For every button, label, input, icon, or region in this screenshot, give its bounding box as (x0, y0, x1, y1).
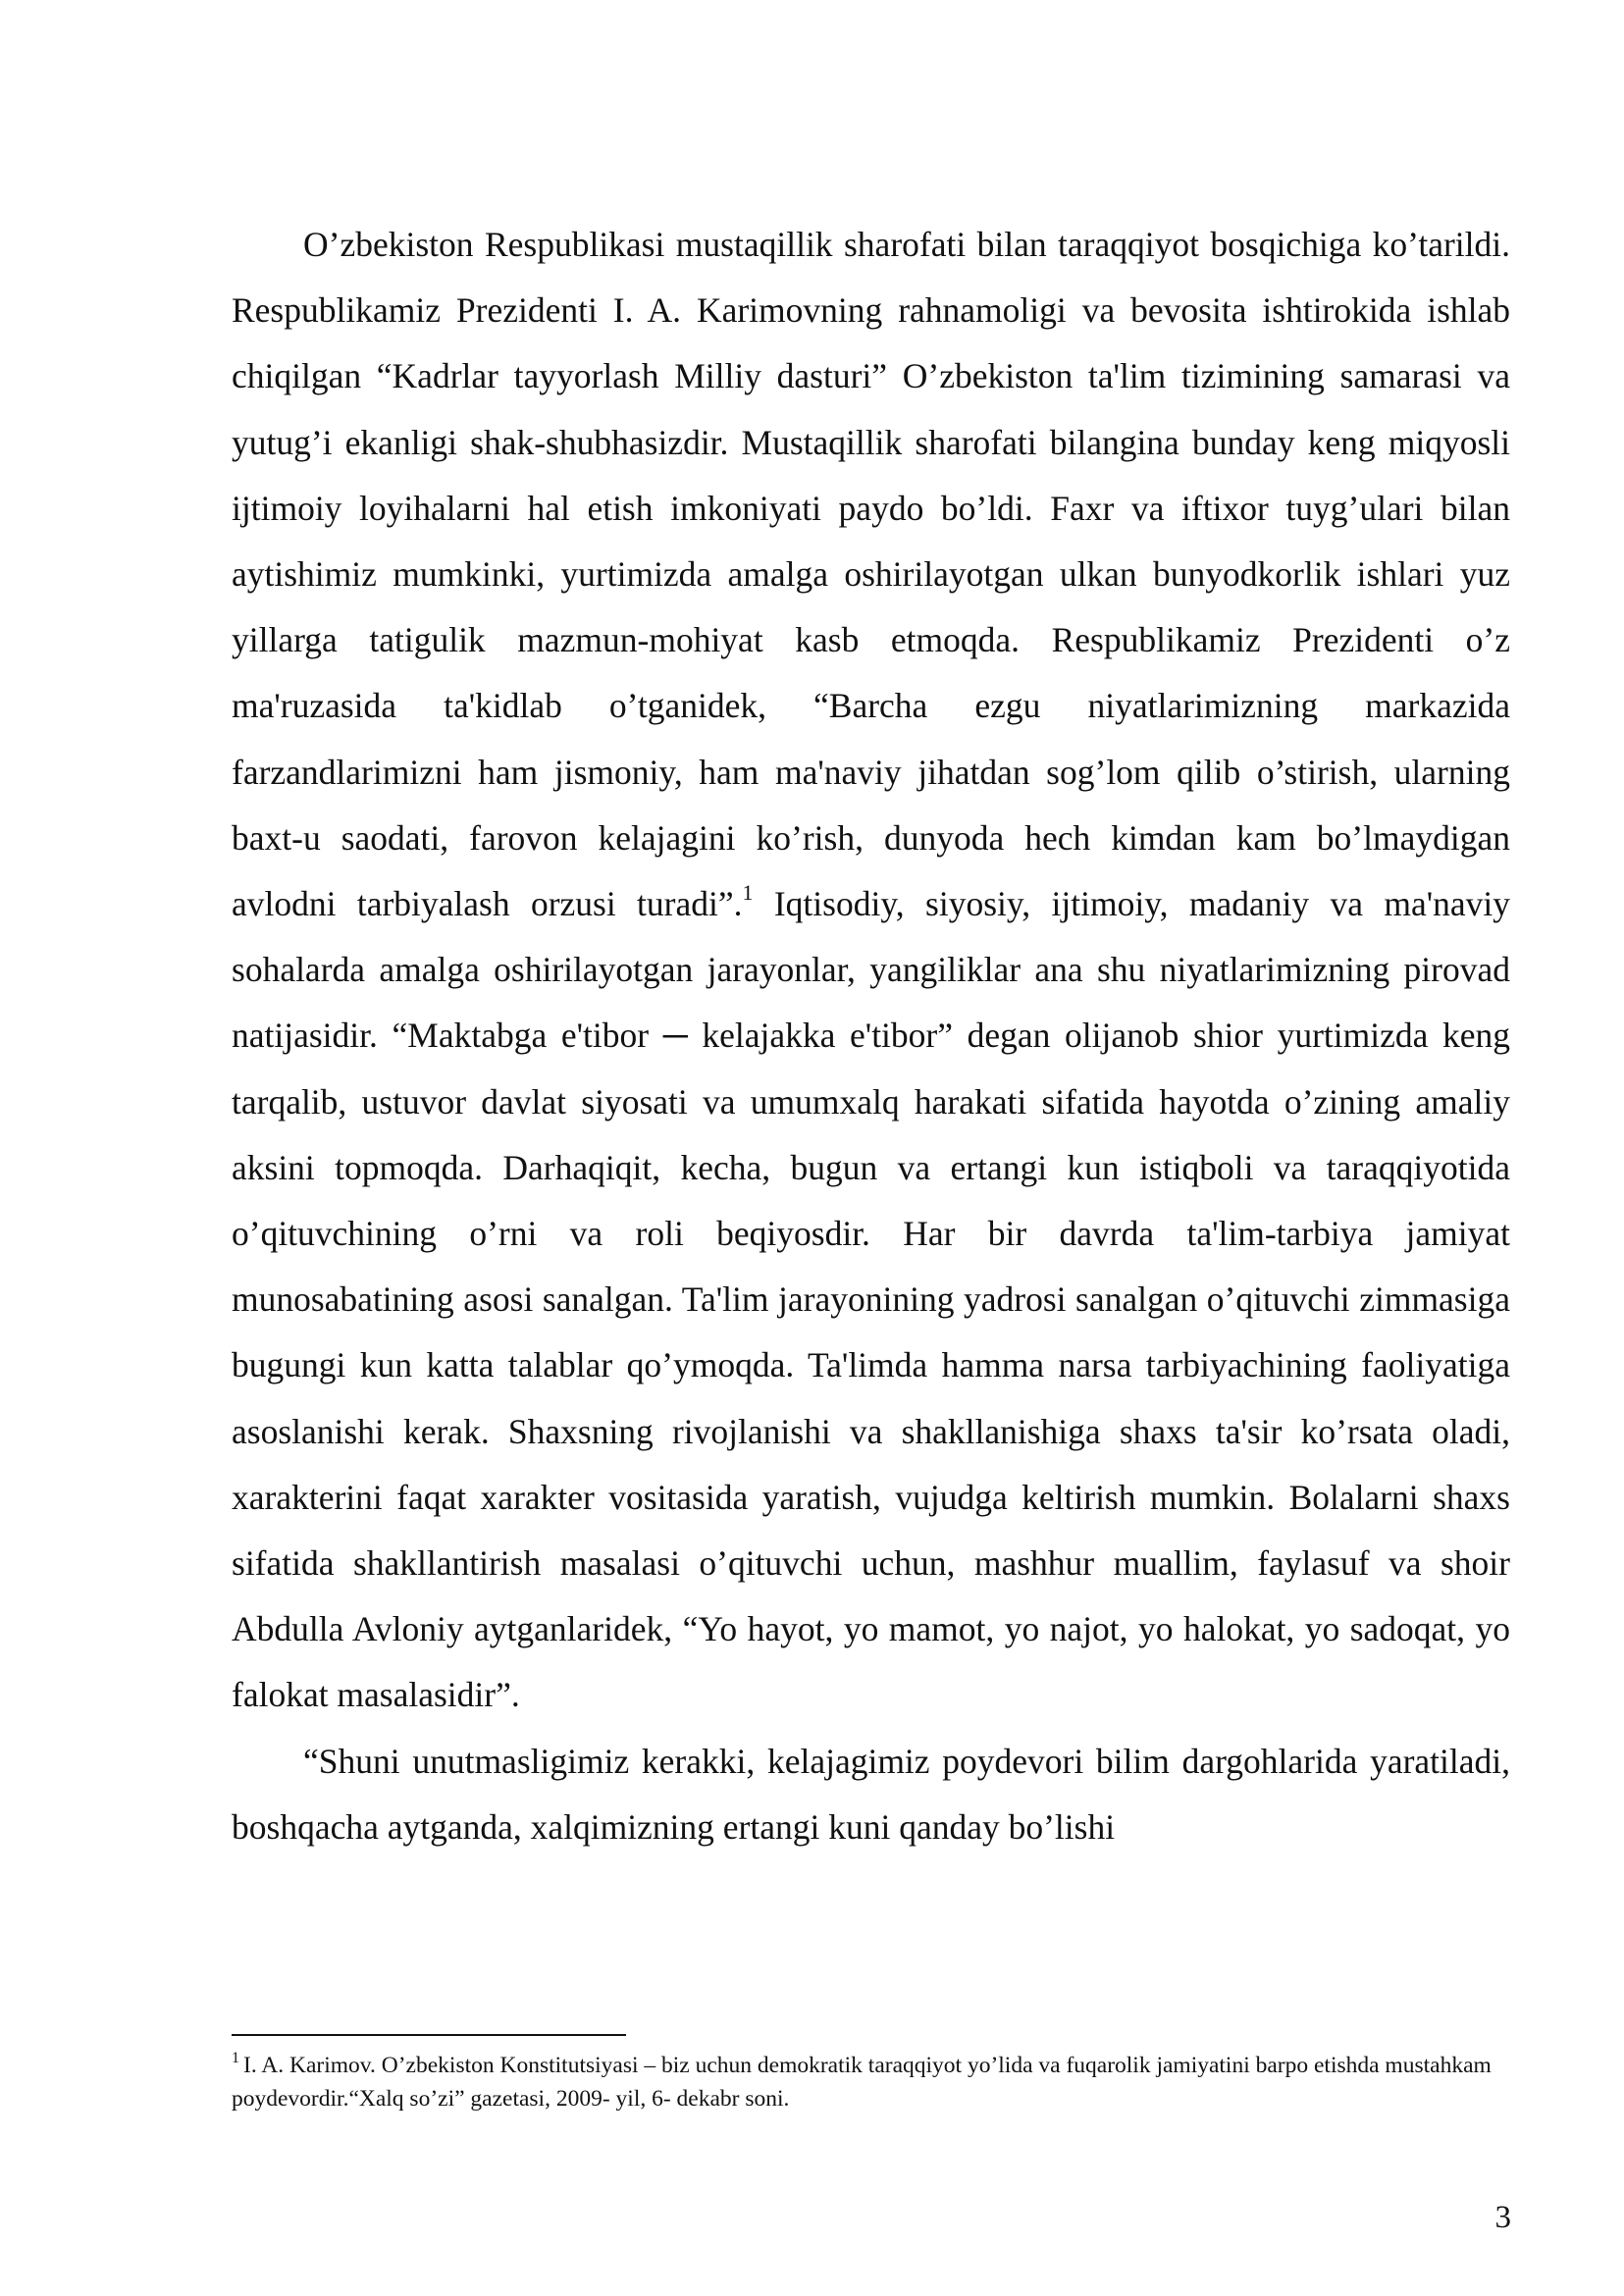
footnote-text: I. A. Karimov. O’zbekiston Konstitutsiyasi – biz uchun demokratik taraqqiyot yo’lida va fuqarolik jamiyatini barpo etishda mustahkam poydevordir.“Xalq so’zi” gazetasi, 2009- yil, 6- dekabr soni. (232, 2053, 1492, 2112)
body-text (232, 212, 1510, 1860)
page-number: 3 (1494, 2200, 1511, 2235)
footnote (232, 2049, 1510, 2115)
paragraph-2: “Shuni unutmasligimiz kerakki, kelajagimiz poydevori bilim dargohlarida yaratiladi, boshqacha aytganda, xalqimizning ertangi kuni qanday bo’lishi (232, 1741, 1510, 1847)
footnote-number: 1 (232, 2050, 239, 2066)
paragraph-1 (232, 212, 1510, 1729)
footnote-reference[interactable]: 1 (742, 880, 754, 906)
footnote-separator (232, 2034, 626, 2036)
paragraph-1-text-after-ref: Iqtisodiy, siyosiy, ijtimoiy, madaniy va ma'naviy sohalarda amalga oshirilayotgan jarayonlar, yangiliklar ana shu niyatlarimizning pirovad natijasidir. “Maktabga e'tibor ─ kelajakka e'tibor” degan olijanob shior yurtimizda keng tarqalib, ustuvor davlat siyosati va umumxalq harakati sifatida hayotda o’zining amaliy aksini topmoqda. Darhaqiqit, kecha, bugun va ertangi kun istiqboli va taraqqiyotida o’qituvchining o’rni va roli beqiyosdir. Har bir davrda ta'lim-tarbiya jamiyat munosabatining asosi sanalgan. Ta'lim jarayonining yadrosi sanalgan o’qituvchi zimmasiga bugungi kun katta talablar qo’ymoqda. Ta'limda hamma narsa tarbiyachining faoliyatiga asoslanishi kerak. Shaxsning rivojlanishi va shakllanishiga shaxs ta'sir ko’rsata oladi, xarakterini faqat xarakter vositasida yaratish, vujudga keltirish mumkin. Bolalarni shaxs sifatida shakllantirish masalasi o’qituvchi uchun, mashhur muallim, faylasuf va shoir Abdulla Avloniy aytganlaridek, “Yo hayot, yo mamot, yo najot, yo halokat, yo sadoqat, yo falokat masalasidir”. (232, 884, 1510, 1715)
paragraph-1-text-before-ref: O’zbekiston Respublikasi mustaqillik sharofati bilan taraqqiyot bosqichiga ko’tarildi. Respublikamiz Prezidenti I. A. Karimovning rahnamoligi va bevosita ishtirokida ishlab chiqilgan “Kadrlar tayyorlash Milliy dasturi” O’zbekiston ta'lim tizimining samarasi va yutug’i ekanligi shak-shubhasizdir. Mustaqillik sharofati bilangina bunday keng miqyosli ijtimoiy loyihalarni hal etish imkoniyati paydo bo’ldi. Faxr va iftixor tuyg’ulari bilan aytishimiz mumkinki, yurtimizda amalga oshirilayotgan ulkan bunyodkorlik ishlari yuz yillarga tatigulik mazmun-mohiyat kasb etmoqda. Respublikamiz Prezidenti o’z ma'ruzasida ta'kidlab o’tganidek, “Barcha ezgu niyatlarimizning markazida farzandlarimizni ham jismoniy, ham ma'naviy jihatdan sog’lom qilib o’stirish, ularning baxt-u saodati, farovon kelajagini ko’rish, dunyoda hech kimdan kam bo’lmaydigan avlodni tarbiyalash orzusi turadi”. (232, 225, 1510, 924)
